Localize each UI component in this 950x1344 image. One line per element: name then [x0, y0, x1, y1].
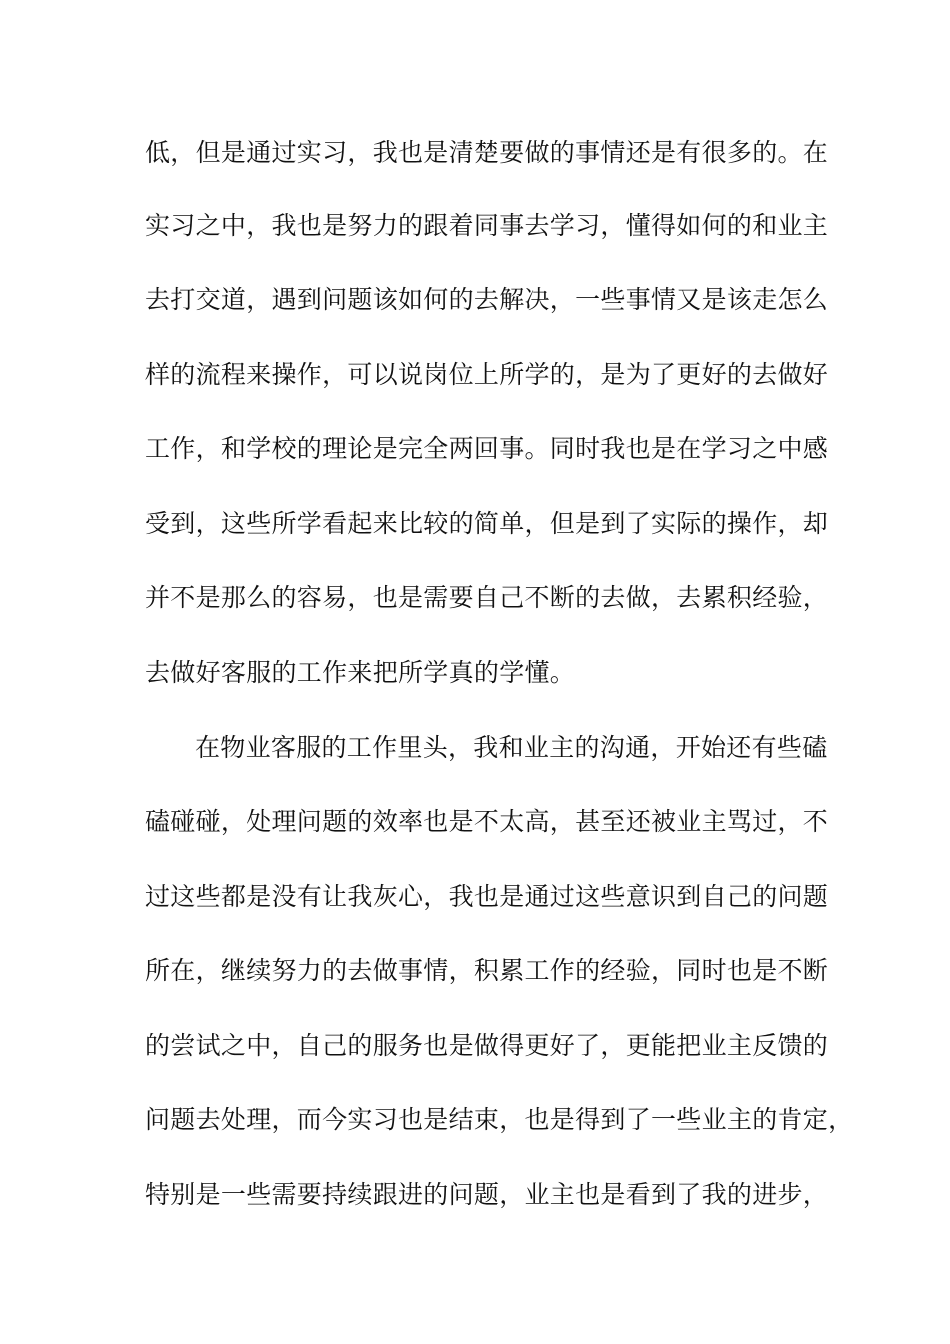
text-line: 磕碰碰，处理问题的效率也是不太高，甚至还被业主骂过，不: [145, 807, 829, 836]
text-line: 过这些都是没有让我灰心，我也是通过这些意识到自己的问题: [145, 882, 829, 911]
text-line: 低，但是通过实习，我也是清楚要做的事情还是有很多的。在: [145, 138, 829, 167]
text-line: 受到，这些所学看起来比较的简单，但是到了实际的操作，却: [145, 509, 829, 538]
paragraph-first-line: 在物业客服的工作里头，我和业主的沟通，开始还有些磕: [195, 733, 828, 762]
text-line: 去做好客服的工作来把所学真的学懂。: [145, 658, 576, 687]
text-line: 的尝试之中，自己的服务也是做得更好了，更能把业主反馈的: [145, 1031, 829, 1060]
text-line: 所在，继续努力的去做事情，积累工作的经验，同时也是不断: [145, 956, 829, 985]
text-line: 问题去处理，而今实习也是结束，也是得到了一些业主的肯定，: [145, 1105, 854, 1134]
text-line: 工作，和学校的理论是完全两回事。同时我也是在学习之中感: [145, 434, 829, 463]
text-line: 样的流程来操作，可以说岗位上所学的，是为了更好的去做好: [145, 360, 829, 389]
text-line: 特别是一些需要持续跟进的问题，业主也是看到了我的进步，: [145, 1180, 829, 1209]
text-line: 去打交道，遇到问题该如何的去解决，一些事情又是该走怎么: [145, 285, 829, 314]
text-line: 并不是那么的容易，也是需要自己不断的去做，去累积经验，: [145, 583, 829, 612]
text-line: 实习之中，我也是努力的跟着同事去学习，懂得如何的和业主: [145, 211, 829, 240]
